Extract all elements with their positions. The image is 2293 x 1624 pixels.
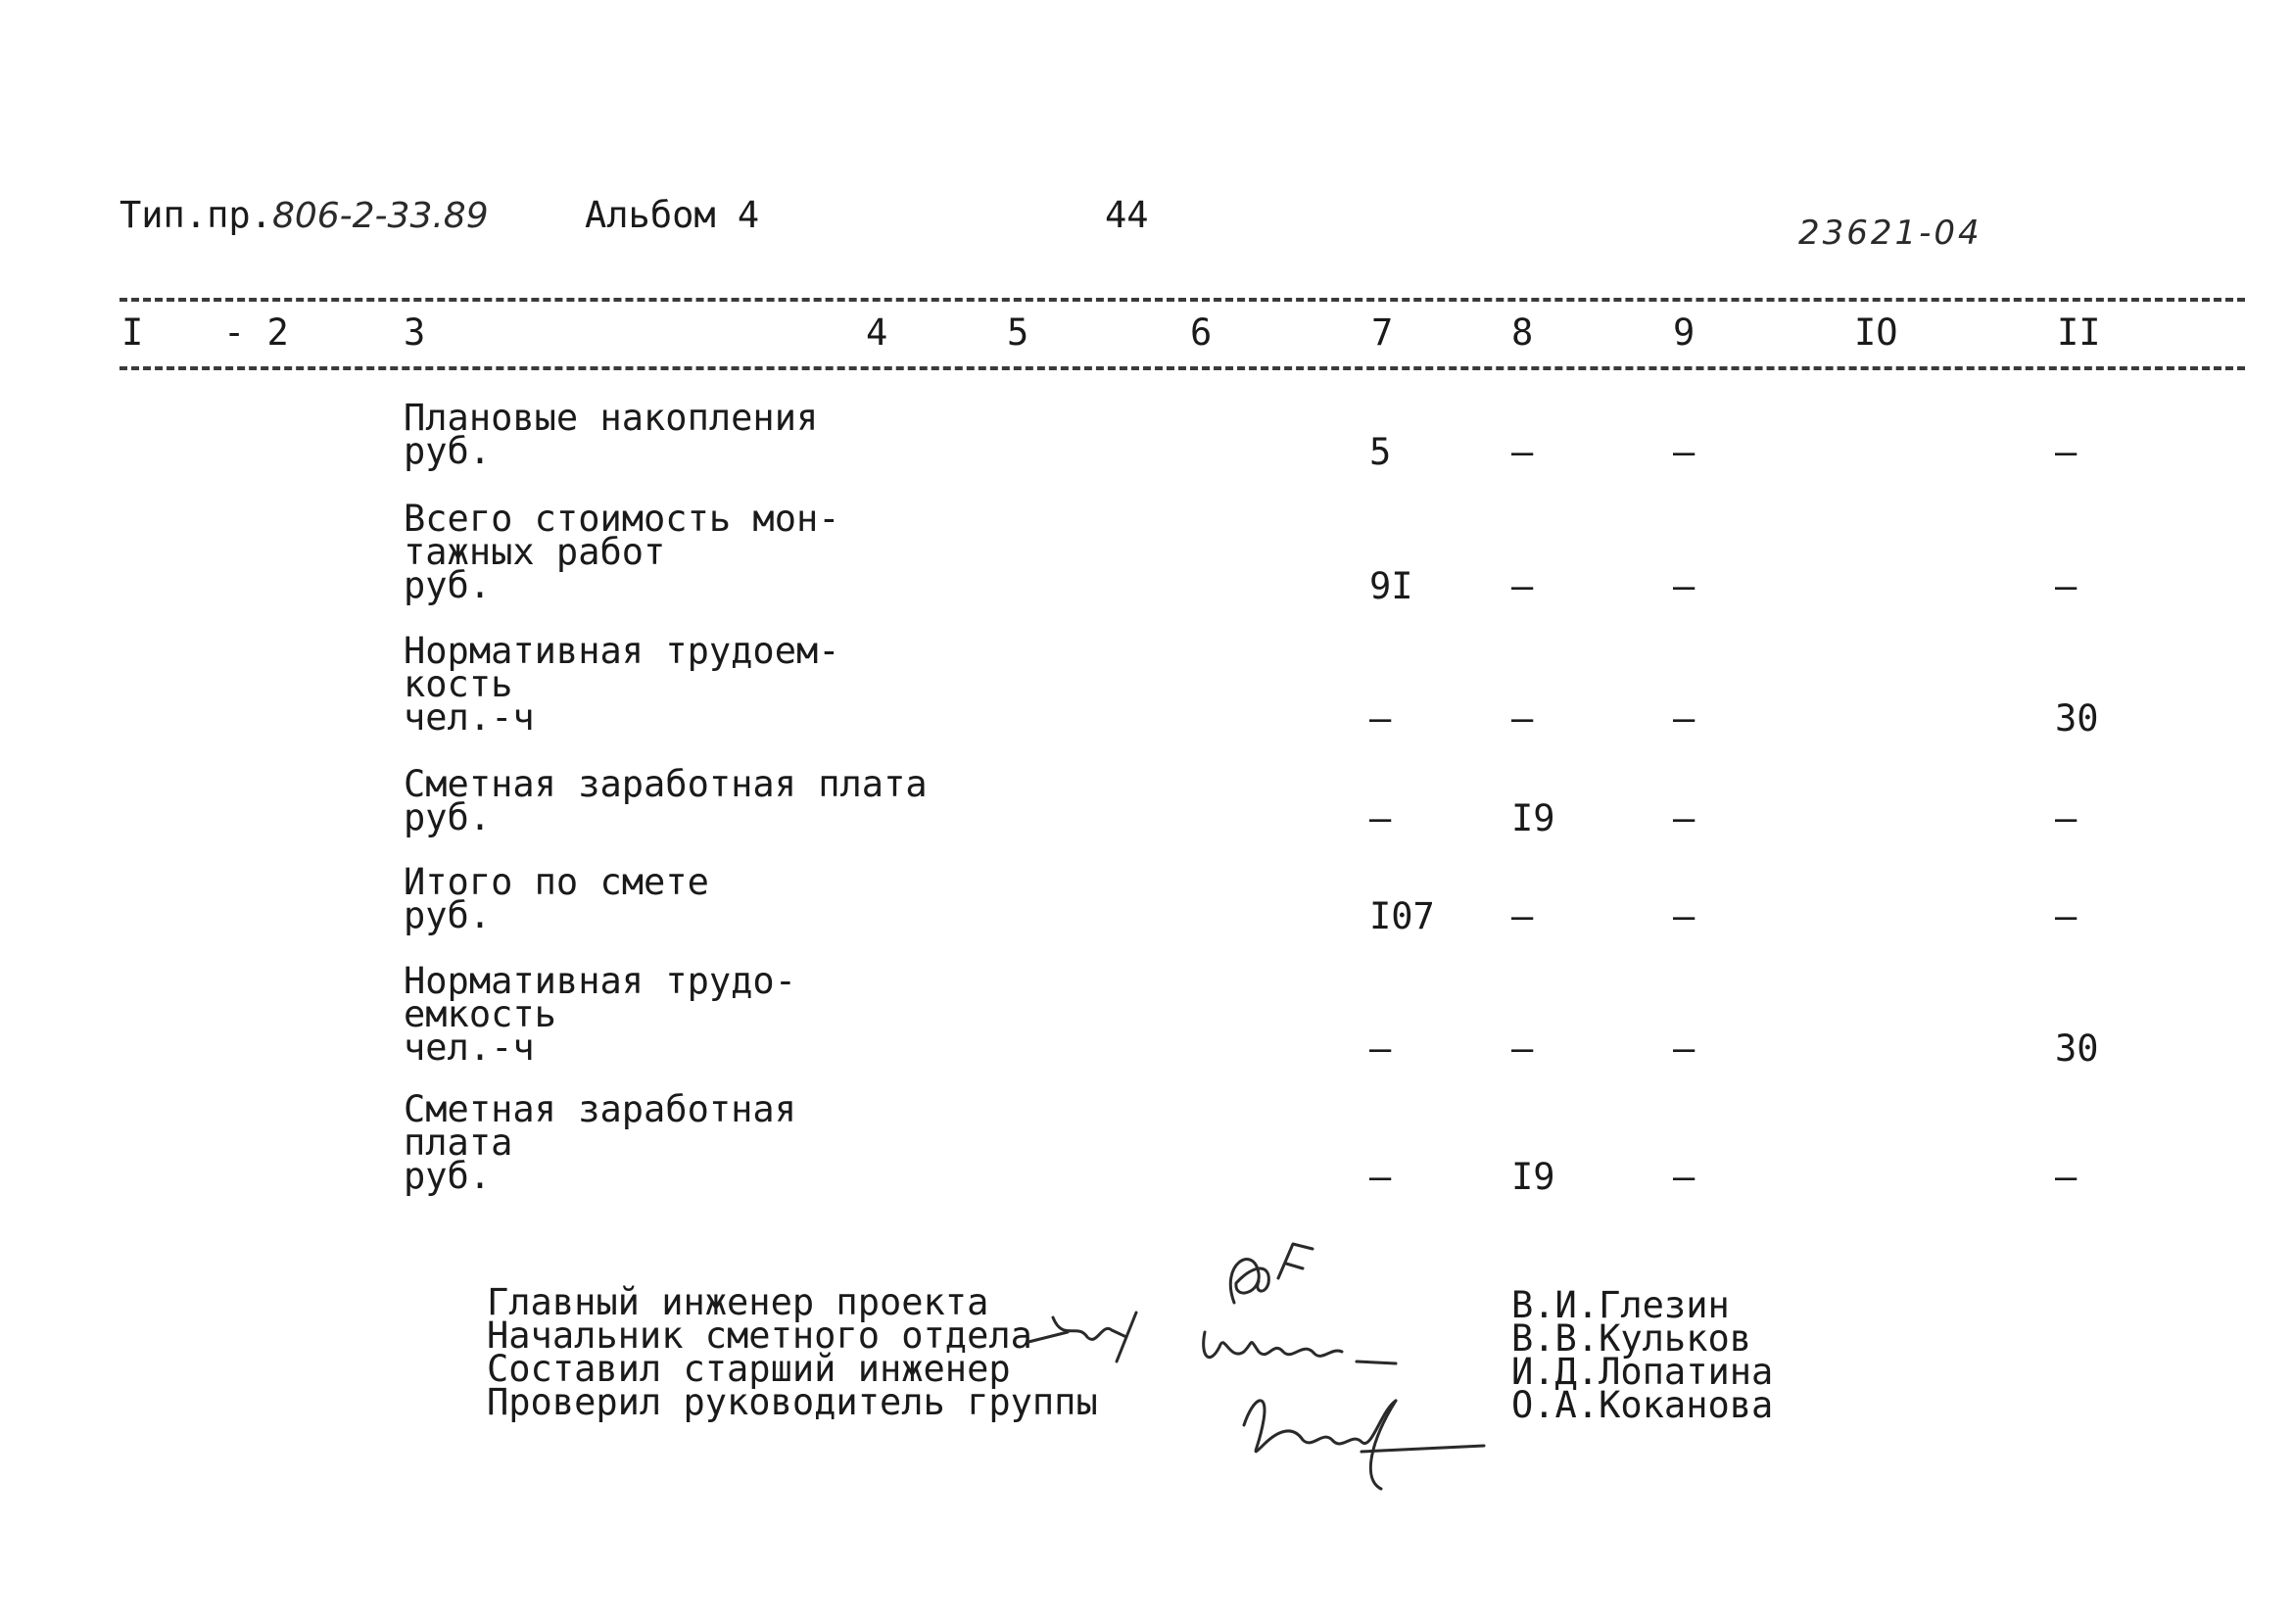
cell-col-7: – — [1369, 797, 1392, 839]
row-label-line: Нормативная трудо- — [404, 960, 796, 1002]
cell-col-7: 5 — [1369, 431, 1392, 473]
row-label-line: Нормативная трудоем- — [404, 630, 840, 672]
cell-col-8: – — [1511, 431, 1534, 473]
table-row — [404, 397, 819, 472]
column-number-3: 3 — [404, 311, 426, 354]
row-label-line: руб. — [404, 1155, 492, 1197]
cell-col-7: – — [1369, 697, 1392, 740]
cell-col-11: 30 — [2055, 697, 2099, 740]
row-label-line: Плановые накопления — [404, 397, 819, 439]
column-number-4: 4 — [866, 311, 888, 354]
cell-col-8: – — [1511, 565, 1534, 607]
column-number-9: 9 — [1673, 311, 1696, 354]
cell-col-11: 30 — [2055, 1027, 2099, 1070]
signature-name: В.В.Кульков — [1511, 1317, 1752, 1360]
row-label-line: кость — [404, 663, 513, 705]
table-row — [404, 960, 796, 1069]
cell-col-9: – — [1673, 697, 1696, 740]
row-label-line: тажных работ — [404, 531, 666, 573]
cell-col-9: – — [1673, 431, 1696, 473]
album-label: Альбом 4 — [585, 194, 760, 236]
signature-name: В.И.Глезин — [1511, 1284, 1730, 1326]
cell-col-8: – — [1511, 697, 1534, 740]
table-row — [404, 763, 928, 838]
signature-name: О.А.Коканова — [1511, 1384, 1774, 1426]
row-label-line: Всего стоимость мон- — [404, 498, 840, 540]
type-project-number: 806-2-33.89 — [271, 196, 489, 236]
column-number-2: - 2 — [223, 311, 289, 354]
row-label-line: чел.-ч — [404, 1027, 535, 1069]
cell-col-9: – — [1673, 895, 1696, 937]
cell-col-7: I07 — [1369, 895, 1435, 937]
column-header-top-rule — [119, 298, 2245, 302]
cell-col-11: – — [2055, 565, 2078, 607]
cell-col-7: 9I — [1369, 565, 1413, 607]
type-project-prefix: Тип.пр. — [119, 194, 272, 236]
row-label-line: плата — [404, 1122, 513, 1164]
cell-col-8: I9 — [1511, 1156, 1555, 1198]
table-row — [404, 498, 840, 606]
signature-titles — [487, 1281, 1098, 1423]
cell-col-8: – — [1511, 1027, 1534, 1070]
row-label-line: руб. — [404, 564, 492, 606]
row-label-line: Сметная заработная плата — [404, 763, 928, 805]
handwritten-signatures — [1009, 1224, 1518, 1518]
row-label-line: чел.-ч — [404, 696, 535, 739]
cell-col-11: – — [2055, 797, 2078, 839]
cell-col-8: I9 — [1511, 797, 1555, 839]
table-row — [404, 861, 709, 936]
column-number-7: 7 — [1371, 311, 1394, 354]
cell-col-11: – — [2055, 431, 2078, 473]
type-project-label — [119, 194, 489, 236]
table-row — [404, 1088, 796, 1197]
cell-col-9: – — [1673, 565, 1696, 607]
signature-names — [1511, 1284, 1774, 1426]
column-header-bottom-rule — [119, 366, 2245, 370]
row-label-line: Сметная заработная — [404, 1088, 796, 1130]
signature-title: Составил старший инженер — [487, 1348, 1011, 1390]
signature-name: И.Д.Лопатина — [1511, 1351, 1774, 1393]
cell-col-9: – — [1673, 797, 1696, 839]
cell-col-9: – — [1673, 1156, 1696, 1198]
column-number-11: II — [2057, 311, 2101, 354]
row-label-line: руб. — [404, 894, 492, 936]
row-label-line: емкость — [404, 993, 556, 1035]
row-label-line: руб. — [404, 796, 492, 838]
cell-col-9: – — [1673, 1027, 1696, 1070]
signature-title: Главный инженер проекта — [487, 1281, 989, 1323]
column-number-10: IO — [1854, 311, 1898, 354]
signature-title: Проверил руководитель группы — [487, 1381, 1098, 1423]
signature-title: Начальник сметного отдела — [487, 1314, 1032, 1357]
column-number-5: 5 — [1007, 311, 1029, 354]
cell-col-11: – — [2055, 1156, 2078, 1198]
table-row — [404, 630, 840, 739]
column-number-8: 8 — [1511, 311, 1534, 354]
cell-col-8: – — [1511, 895, 1534, 937]
cell-col-7: – — [1369, 1027, 1392, 1070]
page-number: 44 — [1105, 194, 1149, 236]
column-number-6: 6 — [1190, 311, 1213, 354]
cell-col-7: – — [1369, 1156, 1392, 1198]
row-label-line: Итого по смете — [404, 861, 709, 903]
column-number-1: I — [121, 311, 144, 354]
row-label-line: руб. — [404, 430, 492, 472]
cell-col-11: – — [2055, 895, 2078, 937]
document-code: 23621-04 — [1798, 214, 1982, 253]
